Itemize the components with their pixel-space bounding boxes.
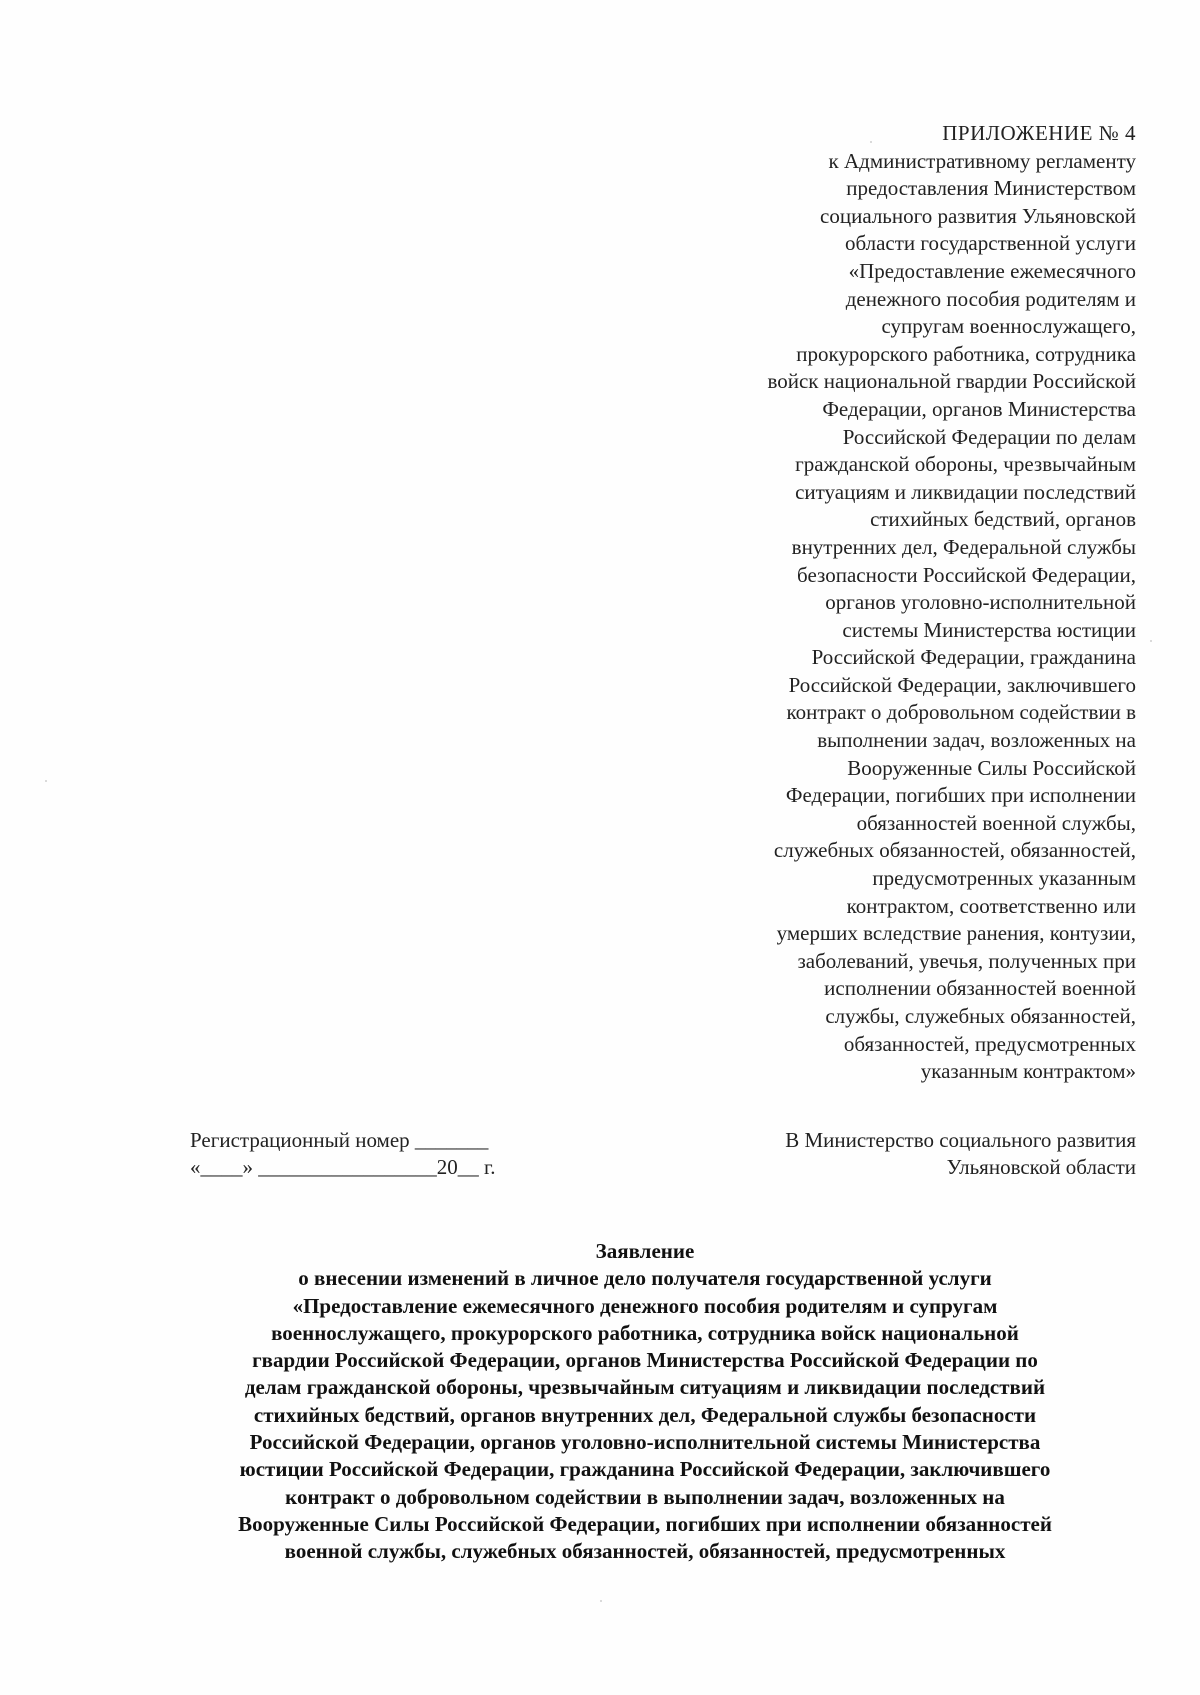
appendix-line: указанным контрактом» [920,1059,1136,1084]
statement-line: «Предоставление ежемесячного денежного пособия родителям и супругам [292,1293,998,1318]
scan-speck [1150,640,1152,642]
appendix-line: предусмотренных указанным [872,866,1136,891]
appendix-line: прокурорского работника, сотрудника [796,341,1136,366]
appendix-line: Федерации, погибших при исполнении [785,783,1136,808]
appendix-line: предоставления Министерством [846,176,1136,201]
appendix-line: к Административному регламенту [828,148,1136,173]
appendix-line: «Предоставление ежемесячного [848,258,1136,283]
scan-speck [600,1600,602,1602]
scan-speck [45,780,47,782]
statement-line: стихийных бедствий, органов внутренних дел, Федеральной службы безопасности [253,1402,1037,1427]
statement-line: военнослужащего, прокурорского работника, сотрудника войск национальной [271,1320,1019,1345]
appendix-line: обязанностей военной службы, [856,810,1136,835]
appendix-line: исполнении обязанностей военной [824,976,1136,1001]
appendix-line: умерших вследствие ранения, контузии, [776,921,1136,946]
appendix-line: заболеваний, увечья, полученных при [797,948,1136,973]
appendix-line: области государственной услуги [844,231,1136,256]
appendix-line: Вооруженные Силы Российской [847,755,1136,780]
appendix-line: Российской Федерации, гражданина [811,645,1136,670]
appendix-line: Российской Федерации, заключившего [788,672,1136,697]
appendix-line: системы Министерства юстиции [842,617,1136,642]
statement-line: Российской Федерации, органов уголовно-исполнительной системы Министерства [249,1430,1041,1455]
statement-heading: Заявление [595,1239,695,1263]
statement-block [150,1238,1140,1566]
appendix-line: денежного пособия родителям и [845,286,1136,311]
appendix-line: службы, служебных обязанностей, [825,1004,1136,1028]
appendix-line: служебных обязанностей, обязанностей, [773,838,1136,863]
appendix-line: Российской Федерации по делам [842,424,1136,449]
registration-date-field: «____» _________________20__ г. [190,1155,496,1179]
appendix-line: супругам военнослужащего, [881,314,1136,339]
statement-line: военной службы, служебных обязанностей, обязанностей, предусмотренных [284,1539,1006,1564]
statement-line: делам гражданской обороны, чрезвычайным ситуациям и ликвидации последствий [244,1375,1046,1400]
appendix-line: органов уголовно-исполнительной [825,590,1136,615]
appendix-line: обязанностей, предусмотренных [843,1031,1136,1056]
appendix-line: безопасности Российской Федерации, [797,562,1136,587]
appendix-line: внутренних дел, Федеральной службы [791,534,1136,559]
appendix-line: ситуациям и ликвидации последствий [795,479,1136,504]
statement-line: юстиции Российской Федерации, гражданина Российской Федерации, заключившего [239,1457,1051,1482]
statement-line: Вооруженные Силы Российской Федерации, погибших при исполнении обязанностей [238,1511,1052,1536]
statement-line: контракт о добровольном содействии в выполнении задач, возложенных на [285,1484,1005,1509]
registration-number-field: Регистрационный номер _______ [190,1128,489,1152]
appendix-line: контракт о добровольном содействии в [786,700,1136,725]
addressee-line: Ульяновской области [946,1155,1136,1179]
addressee-line: В Министерство социального развития [785,1128,1136,1152]
appendix-line: выполнении задач, возложенных на [817,728,1136,753]
appendix-line: войск национальной гвардии Российской [767,369,1136,394]
appendix-line: контрактом, соответственно или [846,893,1136,918]
statement-line: гвардии Российской Федерации, органов Министерства Российской Федерации по [252,1348,1038,1373]
appendix-line: стихийных бедствий, органов [870,507,1136,532]
appendix-title: ПРИЛОЖЕНИЕ № 4 [942,121,1136,145]
appendix-line: социального развития Ульяновской [820,203,1136,228]
appendix-line: гражданской обороны, чрезвычайным [795,452,1136,477]
registration-block [190,1127,496,1181]
addressee-block [785,1127,1136,1181]
appendix-line: Федерации, органов Министерства [822,396,1136,421]
appendix-block [666,120,1136,1086]
statement-line: о внесении изменений в личное дело получателя государственной услуги [298,1266,992,1291]
